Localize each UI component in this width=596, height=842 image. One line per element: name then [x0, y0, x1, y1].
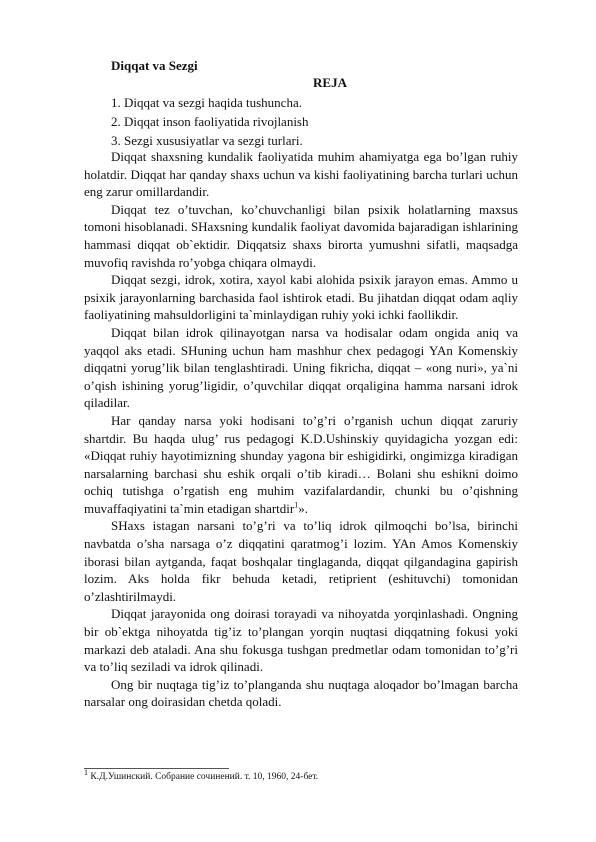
paragraph: Diqqat sezgi, idrok, xotira, xayol kabi alohida psixik jarayon emas. Ammo u psixik jarayonlarning barchasida faol ishtirok etadi. Bu jihatdan diqqat odam aqliy faoliyatining mahsuldorligini ta`minlaydigan ruhiy yoki ichki faollikdir.	[84, 272, 518, 323]
paragraph: Diqqat bilan idrok qilinayotgan narsa va hodisalar odam ongida aniq va yaqqol aks etadi. SHuning uchun ham mashhur chex pedagogi YAn Komenskiy diqqatni yorug’lik bilan tenglashtiradi. Uning fikricha, diqqat – «ong nuri», ya`ni o’qish ishining yorug’ligidir, o’quvchilar diqqat orqaligina hamma narsani idrok qiladilar.	[84, 324, 518, 411]
document-title: Diqqat va Sezgi	[111, 58, 198, 73]
paragraph-tail: ».	[298, 500, 308, 516]
plan-list	[111, 93, 309, 150]
footnote	[84, 767, 319, 782]
footnote-divider	[84, 768, 229, 769]
body-text	[84, 148, 518, 711]
paragraph: SHaxs istagan narsani to’g’ri va to’liq idrok qilmoqchi bo’lsa, birinchi navbatda o’sha narsaga o’z diqqatini qaratmog’i lozim. YAn Amos Komenskiy iborasi bilan aytganda, faqat boshqalar tinglaganda, diqqat qilgandagina gapirish lozim. Aks holda fikr behuda ketadi, retiprient (eshituvchi) tomonidan o’zlashtirilmaydi.	[84, 518, 518, 604]
paragraph	[84, 412, 518, 518]
plan-item: 1. Diqqat va sezgi haqida tushuncha.	[111, 95, 302, 110]
footnote-reference[interactable]: 1	[294, 500, 299, 510]
paragraph: Diqqat jarayonida ong doirasi torayadi va nihoyatda yorqinlashadi. Ongning bir ob`ektga nihoyatda tig’iz to’plangan yorqin nuqtasi diqqatning fokusi yoki markazi deb ataladi. Ana shu fokusga tushgan predmetlar odam tomonidan to’g’ri va to’liq seziladi va idrok qilinadi.	[84, 606, 518, 675]
paragraph-text: Har qanday narsa yoki hodisani to’g’ri o’rganish uchun diqqat zaruriy shartdir. Bu haqda ulug’ rus pedagogi K.D.Ushinskiy quyidagicha yozgan edi: «Diqqat ruhiy hayotimizning shunday yagona bir eshigidirki, ongimizga kiradigan narsalarning barchasi shu eshik orqali o’tib kiradi… Bolani shu eshikni doimo ochiq tutishga o’rgatish eng muhim vazifalardandir, chunki bu o’qishning muvaffaqiyatini ta`min etadigan shartdir	[84, 412, 518, 516]
plan-item: 3. Sezgi xususiyatlar va sezgi turlari.	[111, 133, 303, 148]
paragraph: Ong bir nuqtaga tig’iz to’planganda shu nuqtaga aloqador bo’lmagan barcha narsalar ong doirasidan chetda qoladi.	[84, 676, 518, 710]
paragraph: Diqqat shaxsning kundalik faoliyatida muhim ahamiyatga ega bo’lgan ruhiy holatdir. Diqqat har qanday shaxs uchun va kishi faoliyatining barcha turlari uchun eng zarur omillardandir.	[84, 149, 518, 200]
footnote-mark: 1	[84, 767, 88, 777]
paragraph: Diqqat tez o’tuvchan, ko’chuvchanligi bilan psixik holatlarning maxsus tomoni hisoblanadi. SHaxsning kundalik faoliyat davomida bajaradigan ishlarining hammasi diqqat ob`ektidir. Diqqatsiz shaxs birorta yumushni sifatli, maqsadga muvofiq ravishda ro’yobga chiqara olmaydi.	[84, 201, 518, 270]
footnote-text: К.Д.Ушинский. Собрание сочинений. т. 10, 1960, 24-бет.	[88, 772, 319, 782]
plan-heading: REJA	[313, 75, 347, 90]
plan-item: 2. Diqqat inson faoliyatida rivojlanish	[111, 114, 309, 129]
